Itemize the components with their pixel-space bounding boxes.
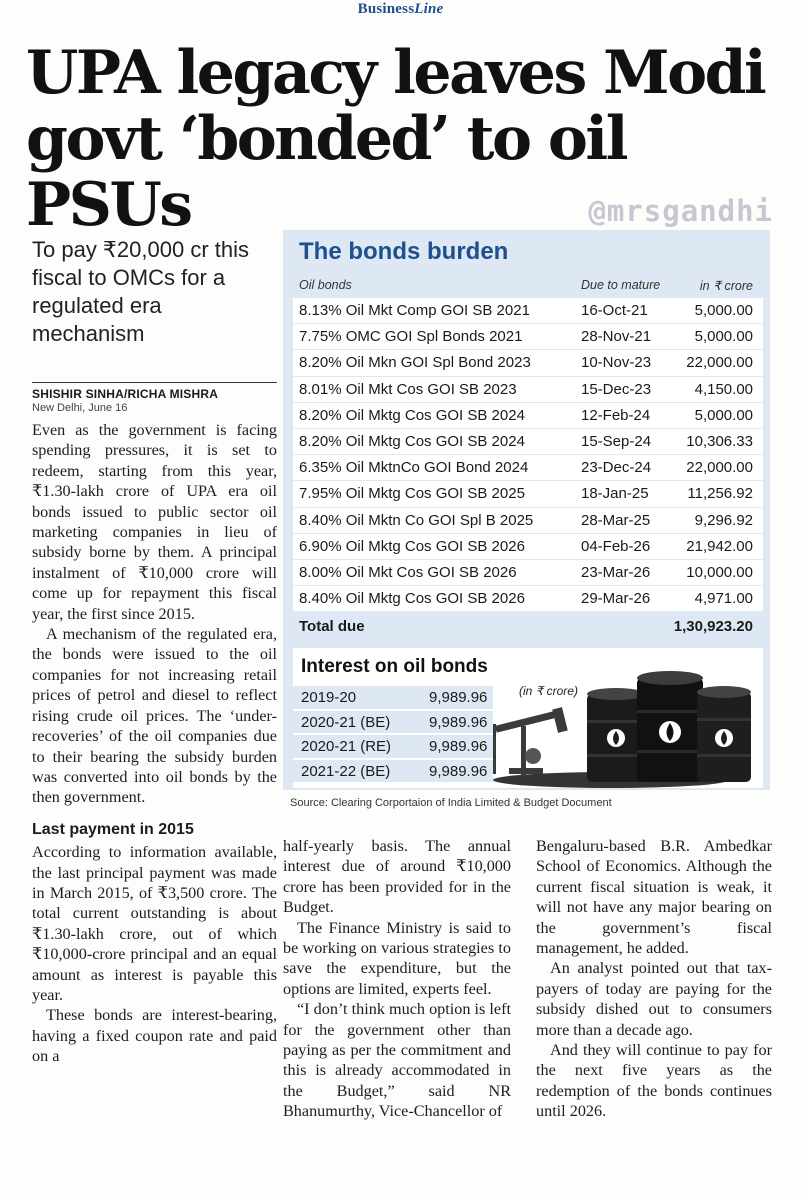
source-note: Source: Clearing Corportaion of India Limited & Budget Document [290, 797, 612, 809]
bond-name: 8.20% Oil Mkn GOI Spl Bond 2023 [299, 354, 531, 372]
bond-value: 11,256.92 [687, 485, 753, 503]
bond-due-date: 23-Mar-26 [581, 563, 651, 581]
interest-row [293, 760, 493, 785]
table-row [293, 586, 763, 612]
paragraph: “I don’t think much option is left for the government other than paying as per the commitment and this is already accommodated in the Budget,” said NR Bhanumurthy, Vice-Chancellor of [283, 1000, 511, 1121]
interest-row [293, 711, 493, 736]
bond-due-date: 12-Feb-24 [581, 406, 651, 424]
watermark: @mrsgandhi [588, 194, 773, 228]
deck-subheadline: To pay ₹20,000 cr this fiscal to OMCs for a regulated era mechanism [32, 237, 250, 346]
bond-due-date: 15-Sep-24 [581, 432, 652, 450]
interest-title: Interest on oil bonds [301, 656, 488, 677]
bond-value: 5,000.00 [694, 302, 753, 319]
bond-value: 5,000.00 [694, 406, 753, 424]
bond-value: 10,000.00 [686, 563, 753, 581]
table-row [293, 455, 763, 481]
bond-due-date: 23-Dec-24 [581, 459, 652, 477]
paragraph: And they will continue to pay for the next five years as the redemption of the bonds continues until 2026. [536, 1041, 772, 1121]
bonds-table [293, 298, 763, 612]
bond-name: 7.95% Oil Mktg Cos GOI SB 2025 [299, 485, 525, 503]
paragraph: A mechanism of the regulated era, the bonds were issued to the oil companies for not increasing retail prices of petrol and diesel to reflect rising crude oil prices. The ‘under-recoveries’ of the oil companies due to their bearing the subsidy burden was converted into oil bonds by the then government. [32, 625, 277, 807]
article-column-1 [32, 420, 277, 1067]
interest-value: 9,989.96 [429, 713, 488, 731]
bond-name: 7.75% OMC GOI Spl Bonds 2021 [299, 328, 523, 346]
interest-year: 2020-21 (RE) [301, 738, 392, 755]
bond-value: 5,000.00 [694, 328, 753, 346]
bond-due-date: 10-Nov-23 [581, 354, 652, 372]
bond-value: 21,942.00 [686, 537, 753, 555]
bond-due-date: 29-Mar-26 [581, 590, 651, 608]
masthead-business: Business [357, 1, 415, 17]
bond-due-date: 16-Oct-21 [581, 302, 648, 319]
bond-due-date: 15-Dec-23 [581, 380, 652, 398]
bonds-burden-infobox [283, 230, 770, 790]
table-row [293, 350, 763, 376]
bond-name: 8.40% Oil Mktg Cos GOI SB 2026 [299, 590, 525, 608]
interest-value: 9,989.96 [429, 738, 488, 755]
table-row [293, 481, 763, 507]
paragraph: Even as the government is facing spending pressures, it is set to redeem, starting from this year, ₹1.30-lakh crore of UPA era oil bonds issued to public sector oil marketing companies in lieu of subsidy borne by them. A principal instalment of ₹10,000 crore will come up for repayment this fiscal year, the first since 2015. [32, 421, 277, 623]
paragraph: These bonds are interest-bearing, having a fixed coupon rate and paid on a [32, 1006, 277, 1066]
article-column-3 [536, 836, 772, 1122]
paragraph: According to information available, the last principal payment was made in March 2015, of ₹3,500 crore. The total current outstanding is about ₹1.30-lakh crore, out of which ₹10,000-crore principal and an equal amount as interest is payable this year. [32, 843, 277, 1004]
bond-value: 4,150.00 [694, 380, 753, 398]
paragraph: half-yearly basis. The annual interest due of around ₹10,000 crore has been provided for in the Budget. [283, 837, 511, 917]
paragraph: The Finance Ministry is said to be working on various strategies to save the expenditure, but the options are limited, experts feel. [283, 918, 511, 998]
headline-line-1: UPA legacy leaves Modi [26, 38, 765, 108]
bond-due-date: 04-Feb-26 [581, 537, 651, 555]
bond-value: 4,971.00 [694, 590, 753, 608]
total-label: Total due [299, 618, 365, 635]
interest-year: 2021-22 (BE) [301, 762, 391, 780]
interest-panel [293, 648, 763, 788]
masthead-logo [0, 0, 801, 18]
table-row [293, 403, 763, 429]
subheading: Last payment in 2015 [32, 820, 194, 838]
bond-value: 22,000.00 [686, 459, 753, 477]
bond-due-date: 28-Nov-21 [581, 328, 652, 346]
bond-due-date: 28-Mar-25 [581, 511, 651, 529]
table-row [293, 298, 763, 324]
bond-name: 8.40% Oil Mktn Co GOI Spl B 2025 [299, 511, 534, 529]
paragraph: An analyst pointed out that tax-payers of today are paying for the subsidy dished out to consumers more than a decade ago. [536, 959, 772, 1039]
headline-line-2: govt ‘bonded’ to oil PSUs [26, 104, 627, 240]
interest-year: 2019-20 [301, 689, 357, 706]
bond-value: 9,296.92 [694, 511, 753, 529]
interest-value: 9,989.96 [429, 689, 488, 706]
unit-note: (in ₹ crore) [519, 684, 578, 698]
bond-name: 8.01% Oil Mkt Cos GOI SB 2023 [299, 380, 517, 398]
bond-due-date: 18-Jan-25 [581, 485, 649, 503]
table-header [293, 276, 763, 296]
table-row [293, 429, 763, 455]
interest-value: 9,989.96 [429, 762, 488, 780]
article-column-2 [283, 836, 511, 1122]
byline: SHISHIR SINHA/RICHA MISHRA [32, 382, 277, 401]
interest-row [293, 686, 493, 711]
infobox-title: The bonds burden [299, 238, 509, 265]
bond-value: 22,000.00 [686, 354, 753, 372]
interest-year: 2020-21 (BE) [301, 713, 391, 731]
total-row [293, 615, 763, 639]
header-oil-bonds: Oil bonds [299, 278, 352, 292]
paragraph: Bengaluru-based B.R. Ambedkar School of Economics. Although the current fiscal situation is weak, it will not have any major bearing on the government’s fiscal management, he added. [536, 837, 772, 958]
bond-name: 8.20% Oil Mktg Cos GOI SB 2024 [299, 432, 525, 450]
total-value: 1,30,923.20 [673, 618, 753, 635]
masthead-line: Line [414, 1, 444, 17]
dateline: New Delhi, June 16 [32, 402, 128, 414]
bond-name: 8.13% Oil Mkt Comp GOI SB 2021 [299, 302, 530, 319]
table-row [293, 324, 763, 350]
table-row [293, 377, 763, 403]
table-row [293, 534, 763, 560]
table-row [293, 560, 763, 586]
header-due-date: Due to mature [581, 278, 661, 292]
bond-name: 6.35% Oil MktnCo GOI Bond 2024 [299, 459, 529, 477]
header-value: in ₹ crore [699, 279, 753, 293]
interest-row [293, 735, 493, 760]
bond-name: 6.90% Oil Mktg Cos GOI SB 2026 [299, 537, 525, 555]
bond-name: 8.00% Oil Mkt Cos GOI SB 2026 [299, 563, 517, 581]
bond-value: 10,306.33 [686, 432, 753, 450]
interest-table [293, 686, 493, 784]
table-row [293, 508, 763, 534]
bond-name: 8.20% Oil Mktg Cos GOI SB 2024 [299, 406, 525, 424]
